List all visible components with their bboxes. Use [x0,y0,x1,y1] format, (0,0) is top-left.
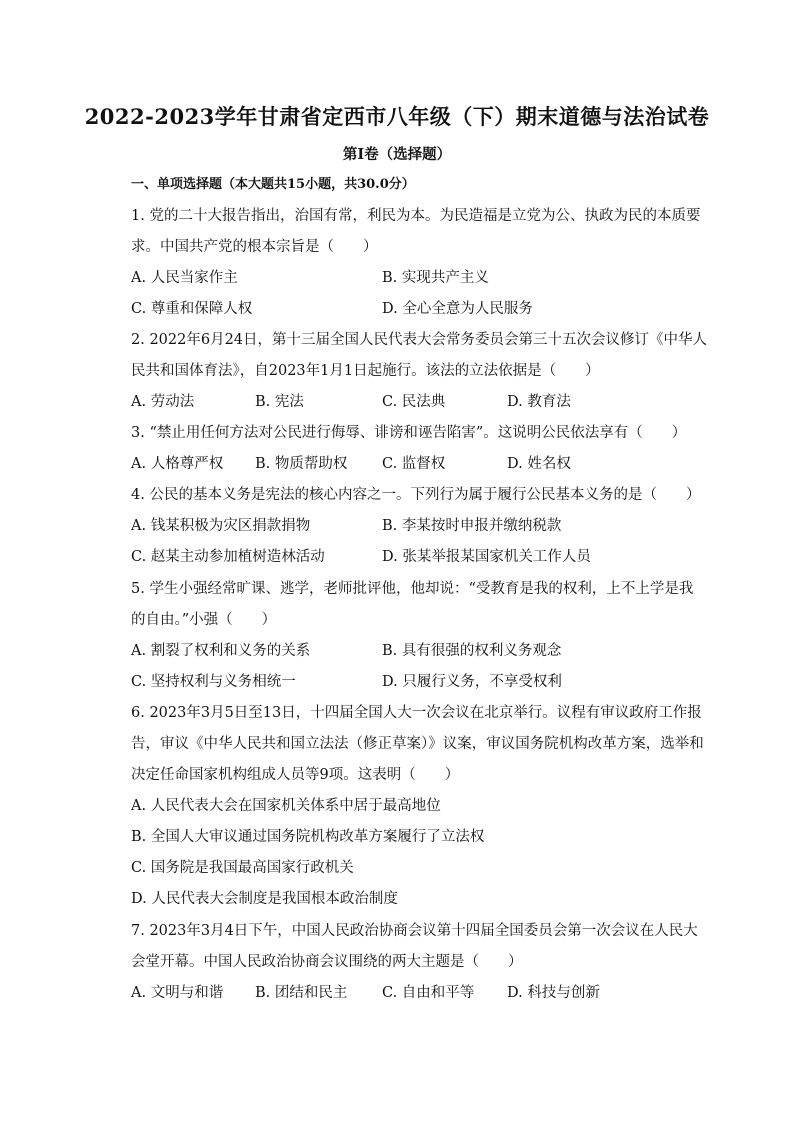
question-7-option-b: B. 团结和民主 [255,985,348,1001]
exam-title: 2022-2023学年甘肃省定西市八年级（下）期末道德与法治试卷 [84,104,710,129]
question-6-option-b: B. 全国人大审议通过国务院机构改革方案履行了立法权 [131,829,485,845]
question-2-stem-line-2: 民共和国体育法》，自2023年1月1日起施行。该法的立法依据是（ ） [131,363,600,379]
question-5-option-a: A. 割裂了权利和义务的关系 [131,643,311,659]
question-3-option-c: C. 监督权 [382,456,446,472]
question-4-option-a: A. 钱某积极为灾区捐款捐物 [131,518,311,534]
question-7-option-d: D. 科技与创新 [507,985,600,1001]
question-3-option-b: B. 物质帮助权 [255,456,348,472]
question-2-stem-line-1: 2. 2022年6月24日，第十三届全国人民代表大会常务委员会第三十五次会议修订《中华人 [131,332,708,348]
question-2-option-d: D. 教育法 [507,394,571,410]
question-6-stem-line-3: 决定任命国家机构组成人员等9项。这表明（ ） [131,767,460,783]
question-1-option-b: B. 实现共产主义 [382,270,489,286]
question-6-option-a: A. 人民代表大会在国家机关体系中居于最高地位 [131,798,441,814]
question-5-option-b: B. 具有很强的权利义务观念 [382,643,562,659]
question-1-stem-line-1: 1. 党的二十大报告指出，治国有常，利民为本。为民造福是立党为公、执政为民的本质要 [131,208,701,224]
volume-heading: 第Ⅰ卷（选择题） [342,146,452,163]
question-7-stem-line-1: 7. 2023年3月4日下午，中国人民政治协商会议第十四届全国委员会第一次会议在人民大 [131,923,698,939]
question-4-option-c: C. 赵某主动参加植树造林活动 [131,549,325,565]
question-6-option-c: C. 国务院是我国最高国家行政机关 [131,860,354,876]
question-3-option-d: D. 姓名权 [507,456,571,472]
question-3-option-a: A. 人格尊严权 [131,456,224,472]
question-6-stem-line-1: 6. 2023年3月5日至13日，十四届全国人大一次会议在北京举行。议程有审议政府工作报 [131,705,702,721]
question-5-stem-line-2: 的自由。”小强（ ） [131,612,277,628]
question-5-option-d: D. 只履行义务，不享受权利 [382,674,562,690]
question-7-option-c: C. 自由和平等 [382,985,475,1001]
question-2-option-b: B. 宪法 [255,394,304,410]
question-1-option-d: D. 全心全意为人民服务 [382,301,533,317]
question-2-option-c: C. 民法典 [382,394,446,410]
section-heading: 一、单项选择题（本大题共15小题，共30.0分） [131,177,415,192]
question-7-stem-line-2: 会堂开幕。中国人民政治协商会议围绕的两大主题是（ ） [131,954,523,970]
question-3-stem-line-1: 3. “禁止用任何方法对公民进行侮辱、诽谤和诬告陷害”。这说明公民依法享有（ ） [131,425,687,441]
question-5-option-c: C. 坚持权利与义务相统一 [131,674,296,690]
question-4-stem-line-1: 4. 公民的基本义务是宪法的核心内容之一。下列行为属于履行公民基本义务的是（ ） [131,487,701,503]
question-6-stem-line-2: 告，审议《中华人民共和国立法法（修正草案）》议案，审议国务院机构改革方案，选举和 [131,736,704,752]
question-6-option-d: D. 人民代表大会制度是我国根本政治制度 [131,891,398,907]
question-1-option-c: C. 尊重和保障人权 [131,301,253,317]
question-7-option-a: A. 文明与和谐 [131,985,224,1001]
question-4-option-d: D. 张某举报某国家机关工作人员 [382,549,591,565]
question-4-option-b: B. 李某按时申报并缴纳税款 [382,518,562,534]
question-1-option-a: A. 人民当家作主 [131,270,238,286]
question-2-option-a: A. 劳动法 [131,394,195,410]
question-1-stem-line-2: 求。中国共产党的根本宗旨是（ ） [131,239,378,255]
question-5-stem-line-1: 5. 学生小强经常旷课、逃学，老师批评他，他却说：“受教育是我的权利，上不上学是我 [131,581,694,597]
